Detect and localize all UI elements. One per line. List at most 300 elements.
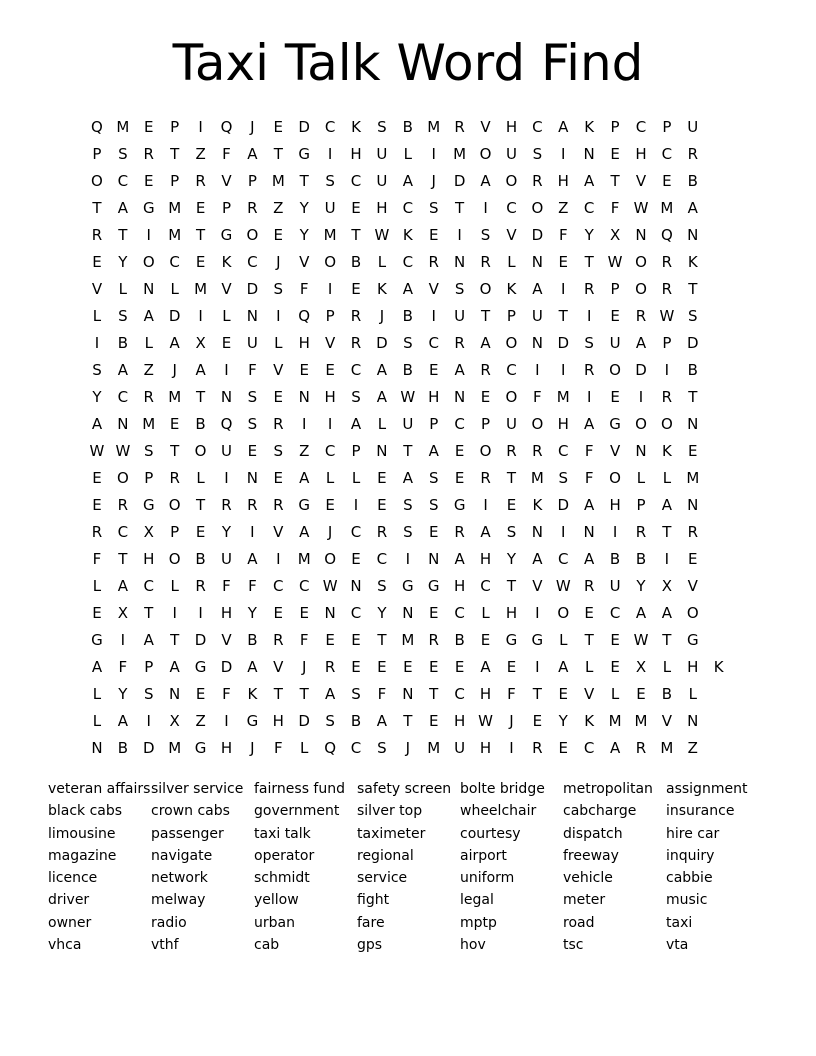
grid-letter: S <box>351 685 361 703</box>
grid-letter: Y <box>377 604 387 622</box>
grid-letter: T <box>610 172 620 190</box>
grid-letter: K <box>351 118 361 136</box>
grid-letter: H <box>479 739 492 757</box>
grid-letter: A <box>324 685 336 703</box>
grid-letter: K <box>532 496 543 514</box>
grid-letter: I <box>431 145 436 163</box>
grid-letter: Q <box>324 739 337 757</box>
grid-letter: D <box>142 739 155 757</box>
grid-letter: J <box>431 172 436 190</box>
grid-letter: I <box>483 496 488 514</box>
grid-letter: A <box>143 631 154 649</box>
grid-letter: M <box>608 712 622 730</box>
grid-letter: E <box>610 388 620 406</box>
grid-letter: E <box>273 226 284 244</box>
grid-letter: M <box>401 631 415 649</box>
grid-letter: E <box>325 496 335 514</box>
grid-letter: I <box>457 226 462 244</box>
grid-letter: J <box>327 523 333 541</box>
grid-row <box>84 411 732 438</box>
word-list-item: black cabs <box>48 803 123 820</box>
grid-letter: H <box>557 415 569 433</box>
grid-letter: T <box>403 712 413 730</box>
grid-letter: S <box>532 145 543 163</box>
grid-letter: V <box>91 280 103 298</box>
word-list-item: assignment <box>666 781 748 797</box>
grid-letter: E <box>428 226 439 244</box>
grid-letter: A <box>635 604 647 622</box>
grid-letter: L <box>351 469 361 487</box>
word-list-item: vhca <box>48 937 82 954</box>
grid-row <box>84 492 732 519</box>
grid-row <box>84 519 732 546</box>
grid-letter: C <box>506 361 517 379</box>
grid-letter: E <box>428 523 439 541</box>
grid-letter: R <box>687 145 699 163</box>
grid-letter: E <box>403 658 413 676</box>
grid-letter: E <box>428 604 439 622</box>
grid-letter: K <box>377 280 387 298</box>
grid-letter: N <box>402 604 414 622</box>
grid-letter: K <box>713 658 724 676</box>
grid-letter: E <box>454 442 465 460</box>
grid-letter: O <box>194 442 207 460</box>
grid-letter: M <box>168 199 182 217</box>
grid-letter: M <box>323 226 337 244</box>
grid-letter: F <box>273 739 283 757</box>
grid-letter: I <box>353 496 359 514</box>
grid-letter: B <box>350 253 362 271</box>
grid-letter: V <box>480 118 491 136</box>
grid-letter: A <box>402 172 413 190</box>
grid-letter: H <box>428 388 440 406</box>
grid-letter: V <box>273 361 284 379</box>
grid-letter: T <box>195 388 206 406</box>
grid-letter: I <box>224 469 229 487</box>
grid-letter: I <box>250 523 255 541</box>
grid-letter: E <box>506 658 517 676</box>
grid-letter: E <box>351 631 361 649</box>
grid-letter: I <box>586 307 592 325</box>
grid-letter: R <box>91 523 103 541</box>
grid-letter: I <box>535 361 540 379</box>
grid-letter: L <box>196 469 205 487</box>
grid-row <box>84 735 732 762</box>
grid-letter: R <box>324 658 336 676</box>
grid-letter: Y <box>92 388 102 406</box>
grid-letter: F <box>118 658 128 676</box>
grid-letter: J <box>509 712 514 730</box>
grid-letter: N <box>687 226 699 244</box>
grid-letter: J <box>250 118 255 136</box>
grid-letter: T <box>351 226 361 244</box>
grid-letter: C <box>350 172 362 190</box>
grid-letter: P <box>144 469 154 487</box>
word-list-item: network <box>151 870 208 887</box>
grid-letter: E <box>351 658 361 676</box>
grid-letter: A <box>247 658 258 676</box>
word-list-item: inquiry <box>666 847 715 864</box>
word-list-item: airport <box>460 847 507 864</box>
grid-letter: L <box>92 712 102 730</box>
grid-letter: X <box>609 226 621 244</box>
grid-letter: A <box>480 658 491 676</box>
grid-letter: V <box>221 631 232 649</box>
grid-letter: J <box>301 658 307 676</box>
grid-letter: K <box>584 118 595 136</box>
grid-letter: E <box>558 685 568 703</box>
grid-letter: S <box>454 280 465 298</box>
grid-letter: R <box>480 469 491 487</box>
grid-letter: A <box>454 361 465 379</box>
grid-letter: S <box>273 280 284 298</box>
word-list-item: fairness fund <box>254 781 345 797</box>
grid-letter: H <box>505 604 518 622</box>
grid-letter: O <box>168 496 181 514</box>
grid-letter: E <box>299 604 309 622</box>
grid-letter: N <box>143 280 155 298</box>
grid-letter: A <box>247 550 258 568</box>
grid-letter: I <box>301 415 307 433</box>
grid-letter: I <box>535 604 540 622</box>
grid-letter: P <box>636 496 646 514</box>
grid-letter: I <box>224 361 229 379</box>
word-list-item: regional <box>357 847 414 864</box>
word-list-item: metropolitan <box>563 781 653 797</box>
grid-letter: C <box>376 550 388 568</box>
grid-letter: E <box>92 253 102 271</box>
grid-letter: I <box>586 388 592 406</box>
grid-letter: T <box>118 550 128 568</box>
grid-letter: S <box>688 307 698 325</box>
grid-letter: I <box>664 550 670 568</box>
grid-letter: V <box>428 280 439 298</box>
grid-letter: I <box>431 307 436 325</box>
grid-letter: M <box>194 280 208 298</box>
grid-letter: H <box>454 712 466 730</box>
grid-letter: D <box>557 496 570 514</box>
word-list-item: government <box>254 803 340 820</box>
grid-letter: M <box>634 712 648 730</box>
grid-letter: T <box>273 145 283 163</box>
grid-letter: K <box>584 712 595 730</box>
grid-letter: E <box>610 307 620 325</box>
grid-letter: A <box>454 550 465 568</box>
grid-letter: B <box>687 361 698 379</box>
grid-letter: T <box>195 226 206 244</box>
grid-letter: U <box>505 145 517 163</box>
grid-letter: F <box>558 226 568 244</box>
grid-letter: A <box>376 712 388 730</box>
grid-letter: S <box>428 469 439 487</box>
grid-letter: U <box>609 334 621 352</box>
grid-letter: P <box>221 199 231 217</box>
grid-letter: A <box>635 334 647 352</box>
grid-letter: V <box>299 253 310 271</box>
grid-letter: O <box>635 280 647 298</box>
grid-letter: E <box>428 658 439 676</box>
grid-row <box>84 303 732 330</box>
grid-letter: B <box>402 361 413 379</box>
grid-letter: A <box>584 415 595 433</box>
grid-letter: A <box>143 307 154 325</box>
grid-letter: S <box>273 442 284 460</box>
grid-letter: P <box>351 442 361 460</box>
word-list-item: vehicle <box>563 870 613 887</box>
grid-letter: H <box>324 388 336 406</box>
grid-letter: U <box>220 442 232 460</box>
grid-letter: P <box>610 118 620 136</box>
grid-letter: E <box>247 442 258 460</box>
grid-letter: W <box>633 631 649 649</box>
grid-letter: E <box>377 469 387 487</box>
word-list-item: licence <box>48 870 98 887</box>
grid-letter: O <box>531 199 544 217</box>
grid-letter: T <box>584 253 594 271</box>
grid-letter: E <box>610 631 620 649</box>
grid-letter: S <box>403 334 413 352</box>
grid-letter: Q <box>220 118 233 136</box>
grid-letter: G <box>220 226 233 244</box>
word-list-item: radio <box>151 914 187 931</box>
grid-letter: P <box>170 523 180 541</box>
grid-row <box>84 330 732 357</box>
grid-letter: O <box>660 415 673 433</box>
grid-letter: C <box>350 604 362 622</box>
grid-row <box>84 357 732 384</box>
grid-letter: N <box>583 523 595 541</box>
grid-letter: R <box>350 307 362 325</box>
grid-letter: K <box>247 685 258 703</box>
grid-letter: T <box>558 307 568 325</box>
grid-row <box>84 195 732 222</box>
grid-letter: H <box>454 577 466 595</box>
grid-letter: U <box>687 118 699 136</box>
grid-letter: D <box>298 712 310 730</box>
grid-letter: Y <box>221 523 232 541</box>
grid-letter: A <box>350 415 362 433</box>
grid-letter: T <box>170 145 180 163</box>
word-list-item: silver service <box>151 781 244 797</box>
grid-letter: B <box>454 631 465 649</box>
grid-letter: A <box>299 523 310 541</box>
grid-letter: M <box>427 118 441 136</box>
grid-letter: O <box>635 253 647 271</box>
grid-letter: R <box>661 253 673 271</box>
grid-letter: C <box>609 604 621 622</box>
grid-letter: F <box>222 685 231 703</box>
grid-letter: A <box>402 280 413 298</box>
grid-letter: N <box>687 496 699 514</box>
grid-letter: E <box>351 550 361 568</box>
grid-letter: T <box>299 685 309 703</box>
grid-letter: U <box>376 145 388 163</box>
word-list-item: taximeter <box>357 825 426 842</box>
grid-letter: D <box>298 118 310 136</box>
grid-letter: R <box>635 523 647 541</box>
word-list-item: road <box>563 914 595 931</box>
grid-letter: L <box>688 685 697 703</box>
grid-letter: V <box>506 226 517 244</box>
grid-letter: N <box>454 253 466 271</box>
grid-letter: F <box>533 388 542 406</box>
grid-letter: P <box>429 415 439 433</box>
grid-letter: G <box>194 739 207 757</box>
grid-letter: V <box>687 577 698 595</box>
word-list-item: navigate <box>151 847 213 864</box>
word-list-item: veteran affairs <box>48 781 151 797</box>
grid-letter: C <box>428 334 439 352</box>
grid-letter: O <box>531 415 544 433</box>
grid-letter: A <box>247 145 258 163</box>
grid-letter: F <box>507 685 516 703</box>
grid-letter: S <box>377 118 387 136</box>
grid-letter: L <box>377 415 387 433</box>
grid-letter: I <box>224 712 229 730</box>
word-list-item: cabbie <box>666 870 713 887</box>
grid-letter: C <box>454 604 465 622</box>
grid-letter: A <box>532 550 543 568</box>
grid-letter: T <box>429 685 439 703</box>
grid-letter: U <box>324 199 336 217</box>
grid-letter: V <box>324 334 336 352</box>
grid-letter: W <box>400 388 416 406</box>
grid-letter: C <box>558 442 569 460</box>
grid-letter: I <box>146 226 151 244</box>
grid-letter: C <box>298 577 310 595</box>
grid-letter: P <box>247 172 257 190</box>
grid-letter: R <box>532 739 543 757</box>
grid-letter: D <box>246 280 259 298</box>
letter-grid <box>84 114 732 762</box>
grid-letter: A <box>558 118 569 136</box>
word-list-item: melway <box>151 892 206 909</box>
grid-letter: A <box>558 658 569 676</box>
grid-letter: C <box>454 415 465 433</box>
grid-letter: N <box>531 253 543 271</box>
grid-letter: U <box>609 577 621 595</box>
grid-letter: O <box>609 361 621 379</box>
word-list-item: operator <box>254 847 315 864</box>
grid-row <box>84 141 732 168</box>
grid-letter: Z <box>299 442 310 460</box>
grid-letter: V <box>661 712 673 730</box>
grid-letter: E <box>195 523 206 541</box>
grid-letter: S <box>144 442 154 460</box>
grid-letter: T <box>144 604 154 622</box>
grid-letter: R <box>661 388 673 406</box>
grid-letter: Z <box>687 739 698 757</box>
grid-letter: S <box>118 145 128 163</box>
grid-letter: A <box>169 334 180 352</box>
grid-letter: M <box>530 469 544 487</box>
grid-letter: L <box>662 469 672 487</box>
grid-letter: R <box>687 523 699 541</box>
grid-letter: P <box>662 334 672 352</box>
grid-letter: D <box>220 658 233 676</box>
grid-letter: O <box>324 550 337 568</box>
grid-letter: P <box>662 118 672 136</box>
grid-letter: G <box>427 577 440 595</box>
grid-letter: A <box>299 469 310 487</box>
grid-letter: E <box>428 361 439 379</box>
grid-row <box>84 249 732 276</box>
grid-letter: L <box>222 307 231 325</box>
word-list-item: vta <box>666 937 689 954</box>
grid-letter: R <box>143 388 154 406</box>
grid-letter: O <box>168 550 181 568</box>
grid-letter: O <box>479 280 492 298</box>
grid-row <box>84 573 732 600</box>
grid-letter: Z <box>195 145 206 163</box>
grid-letter: R <box>91 226 103 244</box>
grid-letter: W <box>374 226 390 244</box>
grid-letter: R <box>195 172 206 190</box>
grid-letter: D <box>557 334 570 352</box>
grid-letter: N <box>246 469 258 487</box>
grid-letter: C <box>661 145 673 163</box>
grid-letter: Q <box>660 226 673 244</box>
grid-letter: L <box>559 631 568 649</box>
grid-letter: H <box>220 739 233 757</box>
grid-letter: R <box>143 145 154 163</box>
grid-letter: R <box>583 577 595 595</box>
grid-letter: M <box>660 199 674 217</box>
grid-letter: R <box>273 631 284 649</box>
grid-letter: G <box>402 577 414 595</box>
grid-letter: O <box>505 388 518 406</box>
grid-letter: I <box>276 307 281 325</box>
word-list-item: taxi talk <box>254 825 311 842</box>
grid-letter: W <box>659 307 675 325</box>
grid-letter: I <box>561 523 566 541</box>
grid-letter: T <box>377 631 387 649</box>
grid-letter: T <box>688 388 698 406</box>
grid-letter: S <box>480 226 491 244</box>
grid-letter: B <box>195 415 206 433</box>
word-list-item: cabcharge <box>563 803 637 820</box>
grid-row <box>84 384 732 411</box>
grid-letter: I <box>561 145 566 163</box>
word-list-item: uniform <box>460 870 515 887</box>
word-list-item: silver top <box>357 803 423 820</box>
grid-letter: L <box>92 577 102 595</box>
word-list-item: freeway <box>563 847 619 864</box>
grid-letter: C <box>324 442 336 460</box>
grid-letter: K <box>687 253 698 271</box>
grid-letter: A <box>195 361 206 379</box>
grid-letter: U <box>531 307 543 325</box>
word-list-item: mptp <box>460 914 497 931</box>
grid-letter: F <box>248 361 257 379</box>
word-list-item: yellow <box>254 892 299 909</box>
grid-letter: C <box>402 199 414 217</box>
grid-letter: S <box>144 685 154 703</box>
grid-letter: M <box>453 145 467 163</box>
grid-letter: G <box>505 631 518 649</box>
grid-letter: C <box>143 577 154 595</box>
word-list-item: dispatch <box>563 825 623 842</box>
grid-letter: T <box>92 199 102 217</box>
grid-letter: F <box>377 685 387 703</box>
grid-letter: F <box>584 442 594 460</box>
grid-letter: F <box>610 199 620 217</box>
grid-letter: B <box>609 550 621 568</box>
grid-letter: F <box>222 145 231 163</box>
word-list-item: service <box>357 870 408 887</box>
grid-row <box>84 465 732 492</box>
grid-letter: M <box>427 739 441 757</box>
